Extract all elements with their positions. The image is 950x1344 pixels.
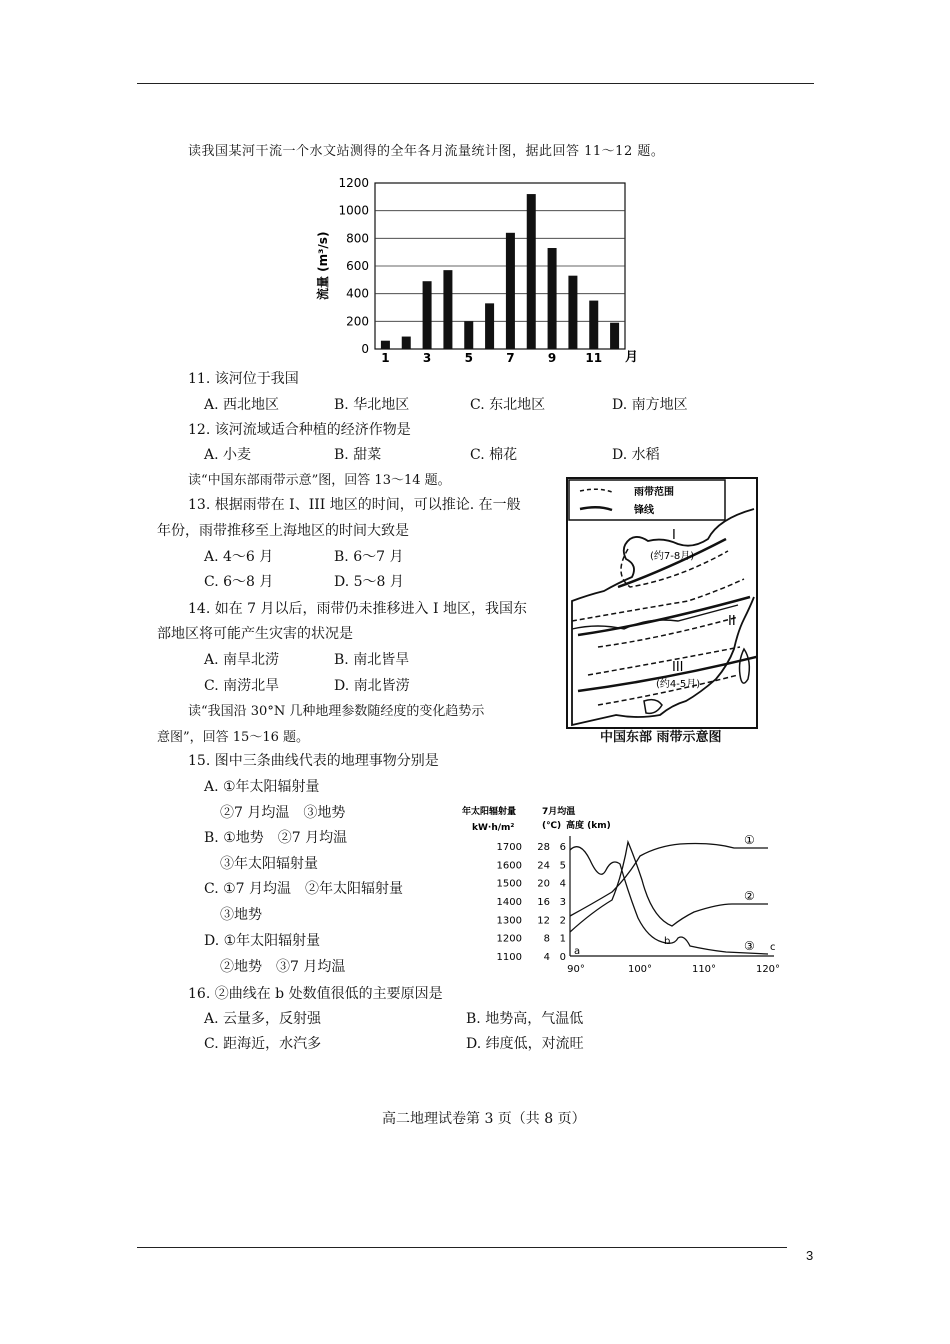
radiation-tick-label: 1400 xyxy=(496,897,522,908)
rain-belt-map xyxy=(566,477,758,729)
flow-y-label: 流量 (m³/s) xyxy=(316,231,330,300)
legend-front-label: 锋线 xyxy=(634,505,654,516)
q15-option-a-line1[interactable]: A. ①年太阳辐射量 xyxy=(204,779,320,795)
bottom-rule xyxy=(137,1247,787,1248)
q13-option-d[interactable]: D. 5～8 月 xyxy=(334,574,404,590)
radiation-axis-title: 年太阳辐射量 xyxy=(462,807,517,817)
radiation-tick-label: 1600 xyxy=(496,860,522,872)
curve-1-label: ① xyxy=(744,833,755,847)
q13-option-a[interactable]: A. 4～6 月 xyxy=(204,549,274,565)
q13-option-c[interactable]: C. 6～8 月 xyxy=(204,574,274,590)
q12-option-a[interactable]: A. 小麦 xyxy=(204,447,252,463)
q12-option-c[interactable]: C. 棉花 xyxy=(470,447,518,463)
curve-2 xyxy=(570,842,768,932)
radiation-tick-label: 1500 xyxy=(496,878,522,890)
rain-belt-1-front xyxy=(618,539,726,587)
temperature-axis-unit: (℃) xyxy=(542,821,562,831)
region-3-time: (约4-5月) xyxy=(656,679,701,690)
q15-option-d-line2: ②地势 ③7 月均温 xyxy=(220,959,346,975)
flow-bar-month-5 xyxy=(464,321,473,349)
q15-option-c-line1[interactable]: C. ①7 月均温 ②年太阳辐射量 xyxy=(204,881,404,897)
taiwan-island xyxy=(740,649,750,683)
intro-15-16-line1: 读“我国沿 30°N 几种地理参数随经度的变化趋势示 xyxy=(188,704,485,719)
q15-option-b-line2: ③年太阳辐射量 xyxy=(220,856,318,872)
q15-option-b-line1[interactable]: B. ①地势 ②7 月均温 xyxy=(204,830,348,846)
height-tick-label: 3 xyxy=(559,897,566,908)
flow-bar-month-8 xyxy=(527,194,536,349)
flow-y-tick-label: 200 xyxy=(346,314,369,329)
flow-x-tick-label: 1 xyxy=(381,351,390,365)
region-1-time: (约7-8月) xyxy=(650,551,695,562)
height-tick-label: 4 xyxy=(559,878,566,890)
rain-belt-3-range-top xyxy=(588,647,740,675)
flow-bar-month-9 xyxy=(548,248,557,349)
curve-3-label: ③ xyxy=(744,939,755,953)
rain-belt-map-drawing xyxy=(568,479,756,727)
q14-option-c[interactable]: C. 南涝北旱 xyxy=(204,678,280,694)
q11-option-b[interactable]: B. 华北地区 xyxy=(334,397,410,413)
height-tick-label: 5 xyxy=(559,860,566,872)
longitude-tick-label: 90° xyxy=(567,964,585,975)
flow-y-tick-label: 600 xyxy=(346,259,369,273)
longitude-tick-label: 100° xyxy=(627,964,653,975)
q16-stem: 16. ②曲线在 b 处数值很低的主要原因是 xyxy=(188,986,443,1002)
temperature-axis-title: 7月均温 xyxy=(542,807,576,817)
q12-option-d[interactable]: D. 水稻 xyxy=(612,447,660,463)
region-3-label: III xyxy=(672,660,684,675)
flow-x-unit: 月 xyxy=(625,350,639,365)
q14-option-d[interactable]: D. 南北皆涝 xyxy=(334,678,410,694)
q13-stem-line1: 13. 根据雨带在 I、III 地区的时间，可以推论. 在一般 xyxy=(188,497,521,513)
curve-1 xyxy=(570,844,768,917)
height-tick-label: 2 xyxy=(559,915,566,927)
radiation-axis-unit: kW·h/m² xyxy=(472,823,515,833)
q14-stem-line2: 部地区将可能产生灾害的状况是 xyxy=(157,626,353,642)
temperature-tick-label: 16 xyxy=(537,897,550,908)
point-b-label: b xyxy=(664,936,671,947)
flow-y-tick-label: 1200 xyxy=(338,176,369,190)
flow-y-tick-label: 400 xyxy=(346,286,369,301)
q14-option-b[interactable]: B. 南北皆旱 xyxy=(334,652,410,668)
q16-option-a[interactable]: A. 云量多，反射强 xyxy=(204,1011,322,1027)
q16-option-c[interactable]: C. 距海近，水汽多 xyxy=(204,1036,322,1052)
flow-bar-month-6 xyxy=(485,303,494,349)
q16-option-d[interactable]: D. 纬度低，对流旺 xyxy=(466,1036,584,1052)
temperature-tick-label: 28 xyxy=(537,842,550,853)
longitude-tick-label: 110° xyxy=(691,964,717,975)
top-rule xyxy=(137,83,814,84)
flow-bar-chart xyxy=(305,170,650,370)
height-tick-label: 1 xyxy=(559,933,566,945)
q15-option-a-line2: ②7 月均温 ③地势 xyxy=(220,805,346,821)
q13-stem-line2: 年份，雨带推移至上海地区的时间大致是 xyxy=(157,523,409,539)
height-axis-title: 高度 (km) xyxy=(566,821,611,831)
radiation-tick-label: 1700 xyxy=(496,842,522,853)
flow-bar-month-12 xyxy=(610,323,619,349)
temperature-tick-label: 24 xyxy=(537,860,550,872)
rain-map-caption: 中国东部 雨带示意图 xyxy=(600,730,722,745)
flow-x-tick-label: 5 xyxy=(464,351,473,365)
q12-stem: 12. 该河流域适合种植的经济作物是 xyxy=(188,422,411,438)
q14-stem-line1: 14. 如在 7 月以后，雨带仍未推移进入 I 地区，我国东 xyxy=(188,601,527,617)
intro-11-12: 读我国某河干流一个水文站测得的全年各月流量统计图，据此回答 11～12 题。 xyxy=(188,144,665,159)
intro-15-16-line2: 意图”，回答 15～16 题。 xyxy=(157,730,309,745)
page-footer: 高二地理试卷第 3 页（共 8 页） xyxy=(382,1111,586,1127)
region-2-label: II xyxy=(728,614,736,629)
temperature-tick-label: 20 xyxy=(537,878,550,890)
radiation-tick-label: 1300 xyxy=(496,915,522,927)
q16-option-b[interactable]: B. 地势高，气温低 xyxy=(466,1011,584,1027)
flow-bar-month-10 xyxy=(568,276,577,349)
radiation-tick-label: 1100 xyxy=(496,952,522,963)
height-tick-label: 6 xyxy=(559,842,566,853)
flow-y-tick-label: 800 xyxy=(346,231,369,246)
parameter-curve-chart xyxy=(462,800,792,978)
flow-bar-month-3 xyxy=(423,281,432,349)
q13-option-b[interactable]: B. 6～7 月 xyxy=(334,549,404,565)
temperature-tick-label: 12 xyxy=(537,915,550,927)
flow-y-tick-label: 0 xyxy=(361,342,369,356)
legend-range-label: 雨带范围 xyxy=(634,487,674,498)
temperature-tick-label: 8 xyxy=(543,933,550,945)
height-tick-label: 0 xyxy=(559,952,566,963)
flow-bar-month-1 xyxy=(381,341,390,349)
intro-13-14: 读“中国东部雨带示意”图，回答 13～14 题。 xyxy=(188,473,451,488)
q15-stem: 15. 图中三条曲线代表的地理事物分别是 xyxy=(188,753,439,769)
flow-x-tick-label: 7 xyxy=(506,351,515,365)
flow-bar-month-11 xyxy=(589,301,598,349)
q11-stem: 11. 该河位于我国 xyxy=(188,371,299,387)
q15-option-d-line1[interactable]: D. ①年太阳辐射量 xyxy=(204,933,321,949)
flow-x-tick-label: 9 xyxy=(547,351,557,365)
q11-option-a[interactable]: A. 西北地区 xyxy=(204,397,280,413)
flow-bar-month-4 xyxy=(443,270,452,349)
rain-belt-2-range-top xyxy=(572,579,744,621)
flow-y-tick-label: 1000 xyxy=(338,203,369,218)
temperature-tick-label: 4 xyxy=(543,952,550,963)
point-c-label: c xyxy=(770,942,776,953)
point-a-label: a xyxy=(574,946,581,957)
hainan-island xyxy=(644,700,662,714)
flow-bar-month-7 xyxy=(506,233,515,349)
q11-option-c[interactable]: C. 东北地区 xyxy=(470,397,546,413)
q12-option-b[interactable]: B. 甜菜 xyxy=(334,447,382,463)
curve-2-label: ② xyxy=(744,889,755,903)
region-1-label: I xyxy=(672,528,676,543)
page-number: 3 xyxy=(806,1248,814,1263)
longitude-tick-label: 120° xyxy=(755,964,781,975)
flow-x-tick-label: 11 xyxy=(585,351,603,365)
rain-belt-2-range-bottom xyxy=(598,617,738,647)
flow-x-tick-label: 3 xyxy=(422,351,432,365)
q14-option-a[interactable]: A. 南旱北涝 xyxy=(204,652,280,668)
flow-bar-month-2 xyxy=(402,337,411,349)
q11-option-d[interactable]: D. 南方地区 xyxy=(612,397,688,413)
q15-option-c-line2: ③地势 xyxy=(220,907,262,923)
radiation-tick-label: 1200 xyxy=(496,933,522,945)
